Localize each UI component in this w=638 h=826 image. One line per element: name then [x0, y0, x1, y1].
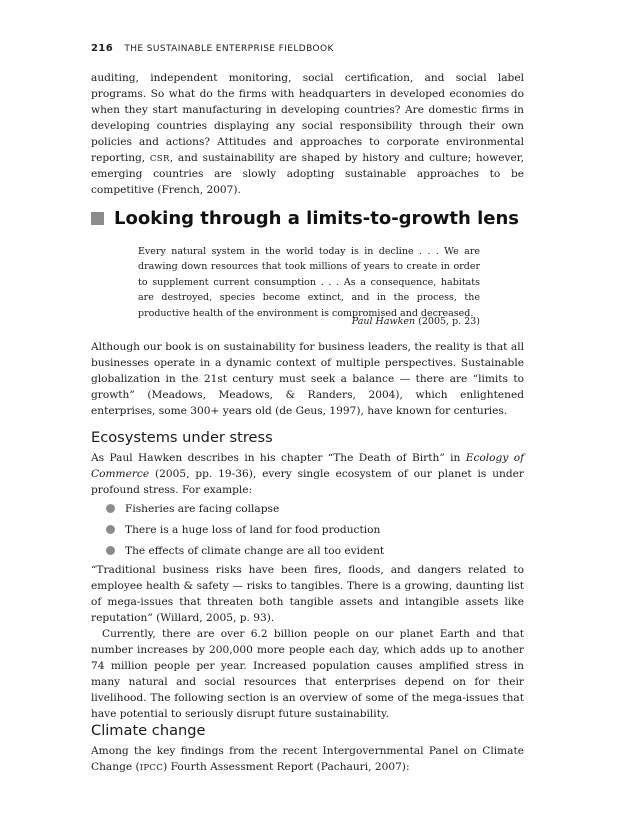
climate-text-a: Among the key findings from the recent Intergovernmental Panel on Climate Change (: [91, 745, 524, 773]
intro-text-b: , and sustainability are shaped by history and culture; however, emerging countries are slowly adopting sustainable approaches to be competitive (French, 2007).: [91, 151, 524, 197]
epigraph-attribution: [138, 316, 480, 327]
section-heading: [91, 208, 519, 229]
bullet-list: [106, 498, 384, 561]
section-marker-icon: [91, 212, 104, 225]
intro-paragraph: [91, 71, 524, 199]
epigraph-quote: Every natural system in the world today is in decline . . . We are drawing down resources that took millions of years to create in order to supplement current consumption . . . As a consequence, habitats are destroyed, species become extinct, and in the process, the productive health of the environment is compromised and decreased.: [138, 246, 480, 319]
ecosystems-intro-b: (2005, pp. 19-36), every single ecosystem of our planet is under profound stress. For example:: [91, 467, 524, 496]
ecosystems-intro: [91, 451, 524, 499]
bullet-item: [106, 519, 384, 540]
ecosystems-heading: Ecosystems under stress: [91, 429, 273, 446]
risks-quote-paragraph: “Traditional business risks have been fires, floods, and dangers related to employee health & safety — risks to tangibles. There is a growing, daunting list of mega-issues that threaten both tangible assets and intangible assets like reputation” (Willard, 2005, p. 93).: [91, 564, 524, 624]
ipcc-abbrev: IPCC: [139, 762, 164, 773]
bullet-dot-icon: [106, 546, 115, 555]
climate-text-b: ) Fourth Assessment Report (Pachauri, 2007):: [163, 760, 410, 773]
intro-text-a: auditing, independent monitoring, social certification, and social label programs. So what do the firms with headquarters in developed economies do when they start manufacturing in developing countries? Are domestic firms in developing countries displaying any social responsibility through their own policies and actions? Attitudes and approaches to corporate environmental reporting,: [91, 72, 524, 164]
bullet-text: Fisheries are facing collapse: [125, 502, 280, 515]
bullet-dot-icon: [106, 504, 115, 513]
ecosystems-intro-a: As Paul Hawken describes in his chapter “The Death of Birth” in: [91, 452, 466, 464]
bullet-dot-icon: [106, 525, 115, 534]
book-title: THE SUSTAINABLE ENTERPRISE FIELDBOOK: [124, 44, 334, 54]
bullet-item: [106, 498, 384, 519]
population-paragraph: Currently, there are over 6.2 billion people on our planet Earth and that number increases by 200,000 more people each day, which adds up to another 74 million people per year. Increased population causes amplified stress in many natural and social resources that enterprises depend on for their livelihood. The following section is an overview of some of the mega-issues that have potential to seriously disrupt future sustainability.: [91, 628, 524, 720]
attribution-citation: (2005, p. 23): [415, 316, 480, 327]
bullet-item: [106, 540, 384, 561]
climate-paragraph: [91, 744, 524, 777]
attribution-name: Paul Hawken: [351, 316, 416, 327]
climate-heading: Climate change: [91, 722, 206, 739]
bullet-text: There is a huge loss of land for food production: [125, 523, 381, 536]
limits-paragraph: Although our book is on sustainability for business leaders, the reality is that all businesses operate in a dynamic context of multiple perspectives. Sustainable globalization in the 21st century must seek a balance — there are “limits to growth” (Meadows, Meadows, & Randers, 2004), which enlightened enterprises, some 300+ years old (de Geus, 1997), have known for centuries.: [91, 341, 524, 417]
csr-abbrev: CSR: [149, 153, 170, 164]
bullet-text: The effects of climate change are all too evident: [125, 544, 385, 557]
section-title: Looking through a limits-to-growth lens: [114, 208, 520, 229]
page-number: 216: [91, 43, 114, 54]
book-title-italic: Ecology of Commerce: [91, 452, 525, 480]
running-head: [91, 43, 334, 54]
